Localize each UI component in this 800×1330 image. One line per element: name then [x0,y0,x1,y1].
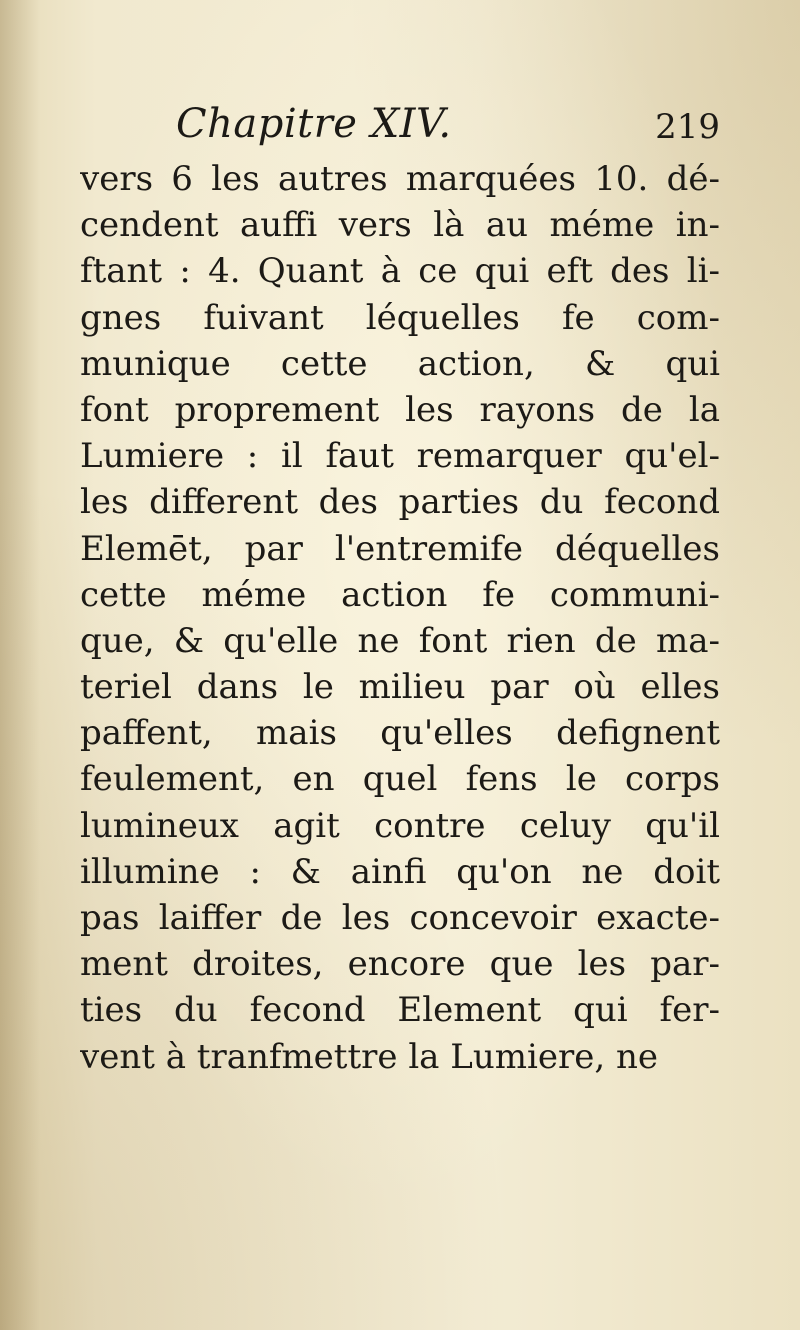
text-line: cette méme action fe communi- [80,574,720,615]
text-line: cendent auffi vers là au méme in- [80,205,720,246]
body-text [80,156,720,1080]
page-number: 219 [655,107,720,147]
text-line: ftant : 4. Quant à ce qui eft des li- [80,251,720,292]
binding-shadow [0,0,40,1330]
text-line: Lumiere : il faut remarquer qu'el- [80,436,720,477]
running-head [80,95,720,155]
text-line: font proprement les rayons de la [80,389,720,430]
chapter-title: Chapitre XIV. [176,101,452,147]
text-line: illumine : & ainfi qu'on ne doit [80,851,720,892]
text-line: feulement, en quel fens le corps [80,759,720,800]
text-line: ment droites, encore que les par- [80,944,720,985]
text-line: munique cette action, & qui [80,343,720,384]
text-line: Elemēt, par l'entremife déquelles [80,528,720,569]
text-line: lumineux agit contre celuy qu'il [80,805,720,846]
text-line: paffent, mais qu'elles defignent [80,713,720,754]
text-line: teriel dans le milieu par où elles [80,667,720,708]
text-line: les different des parties du fecond [80,482,720,523]
text-line: vers 6 les autres marquées 10. dé- [80,159,720,199]
text-line: ties du fecond Element qui fer- [80,990,720,1031]
text-line: gnes fuivant léquelles fe com- [80,297,720,338]
text-line: pas laiffer de les concevoir exacte- [80,898,720,938]
text-line: vent à tranfmettre la Lumiere, ne [80,1036,658,1077]
text-line: que, & qu'elle ne font rien de ma- [80,620,720,661]
